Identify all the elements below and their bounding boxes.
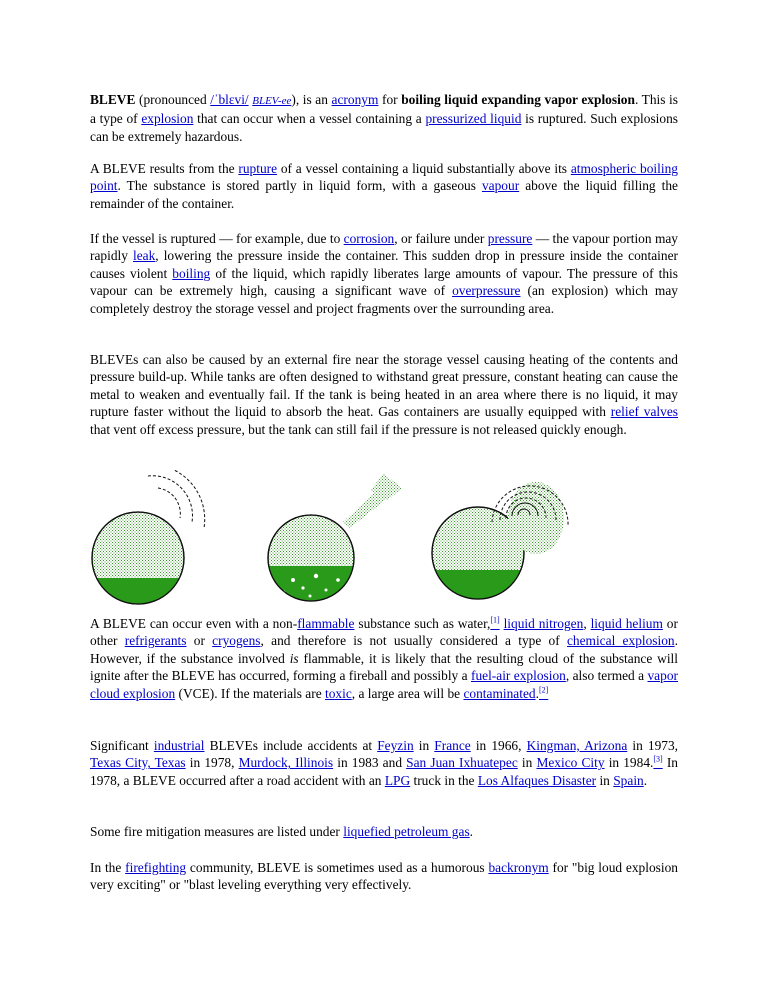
text: or other: [90, 616, 678, 649]
text: .: [643, 772, 648, 788]
link-mexico-city[interactable]: Mexico City: [536, 755, 605, 771]
link-backronym[interactable]: backronym: [488, 860, 549, 875]
text: (pronounced: [135, 92, 211, 107]
paragraph-nonflammable: [90, 615, 678, 702]
text: above the liquid filling the remainder of the container.: [90, 178, 678, 211]
text: substance such as water,: [354, 616, 491, 631]
text: flammable, it is likely that the resulting cloud of the substance will ignite after the BLEVE has occurred, forming a fireball and possibly a: [90, 650, 678, 684]
paragraph-external-fire: [90, 351, 678, 438]
text: of the liquid, which rapidly liberates large amounts of vapour. The pressure of this vapour can be extremely high, causing a significant wave of: [90, 265, 678, 299]
link-france[interactable]: France: [434, 738, 471, 753]
text: in 1966,: [470, 738, 527, 753]
ref-1-label: [1]: [490, 615, 500, 625]
vessel-exploding: [428, 482, 568, 615]
text: (VCE). If the materials are: [175, 685, 326, 701]
text: .: [535, 685, 539, 701]
bold-definition: boiling liquid expanding vapor explosion: [401, 92, 635, 107]
vessel-intact: [88, 470, 205, 615]
link-liquefied-petroleum-gas[interactable]: liquefied petroleum gas: [343, 824, 470, 839]
link-murdock-illinois[interactable]: Murdock, Illinois: [238, 755, 334, 771]
text: ,: [583, 616, 591, 631]
link-corrosion[interactable]: corrosion: [343, 231, 395, 246]
link-ipa[interactable]: /ˈblɛvi/: [210, 92, 249, 107]
link-pressurized-liquid[interactable]: pressurized liquid: [425, 111, 522, 127]
vessel-venting: [258, 474, 402, 615]
text: in 1984.: [604, 755, 654, 771]
link-pressure[interactable]: pressure: [487, 231, 533, 246]
link-respelling[interactable]: BLEV-ee: [252, 95, 292, 107]
link-firefighting[interactable]: firefighting: [125, 860, 187, 875]
text: truck in the: [410, 772, 478, 788]
ref-3[interactable]: [653, 755, 662, 770]
text: Some fire mitigation measures are listed under: [90, 824, 344, 839]
link-los-alfaques-disaster[interactable]: Los Alfaques Disaster: [477, 772, 597, 788]
link-lpg[interactable]: LPG: [384, 772, 411, 788]
link-relief-valves[interactable]: relief valves: [610, 404, 678, 420]
text: in 1973,: [627, 738, 679, 753]
paragraph-backronym: [90, 859, 678, 894]
text: — the vapour portion may rapidly: [90, 231, 678, 264]
text: A BLEVE results from the: [90, 161, 239, 176]
text: for "big loud explosion very exciting" or "blast leveling everything very effectively.: [90, 860, 678, 893]
text: .: [469, 824, 474, 839]
text: In the: [90, 860, 126, 875]
ref-3-label: [3]: [653, 754, 663, 764]
paragraph-cause: [90, 160, 678, 212]
text: , and therefore is not usually considered a type of: [260, 633, 567, 649]
text: . The substance is stored partly in liquid form, with a gaseous: [117, 178, 482, 194]
text: Significant: [90, 738, 154, 753]
link-overpressure[interactable]: overpressure: [452, 283, 521, 299]
text: , a large area will be: [351, 685, 464, 701]
text: , also termed a: [565, 668, 648, 684]
text: is ruptured. Such explosions can be extremely hazardous.: [90, 111, 678, 144]
link-fuel-air-explosion[interactable]: fuel-air explosion: [470, 668, 566, 684]
link-rupture[interactable]: rupture: [238, 161, 278, 176]
ref-2[interactable]: [539, 686, 548, 701]
link-vapour[interactable]: vapour: [481, 178, 520, 194]
text: for: [378, 92, 402, 107]
text: that can occur when a vessel containing a: [193, 111, 426, 127]
link-industrial[interactable]: industrial: [153, 738, 205, 753]
paragraph-rupture: [90, 230, 678, 317]
link-boiling[interactable]: boiling: [172, 265, 211, 281]
link-flammable[interactable]: flammable: [297, 616, 355, 631]
text: , or failure under: [394, 231, 488, 246]
text: BLEVEs can also be caused by an external fire near the storage vessel causing heating of the contents and pressure build-up. While tanks are often designed to withstand great pressure, constant heating can cause the metal to weaken and eventually fail. If the tank is being heated in an area where there is no liquid, it may rupture faster without the liquid to absorb the heat. Gas containers are usually equipped with: [90, 352, 678, 420]
text: that vent off excess pressure, but the tank can still fail if the pressure is not released quickly enough.: [90, 421, 627, 437]
link-acronym[interactable]: acronym: [331, 92, 379, 107]
link-san-juan-ixhuatepec[interactable]: San Juan Ixhuatepec: [406, 755, 518, 771]
link-vapor-cloud-explosion[interactable]: vapor cloud explosion: [90, 668, 678, 701]
paragraph-incidents: [90, 737, 678, 789]
link-kingman-arizona[interactable]: Kingman, Arizona: [526, 738, 628, 753]
text: community, BLEVE is sometimes used as a humorous: [186, 860, 489, 875]
text: (an explosion) which may completely destroy the storage vessel and project fragments over the surrounding area.: [90, 283, 678, 316]
text: or: [186, 633, 213, 649]
link-cryogens[interactable]: cryogens: [212, 633, 261, 649]
text: in 1978,: [185, 755, 239, 771]
text: , lowering the pressure inside the container. This sudden drop in pressure inside the container causes violent: [90, 248, 678, 281]
link-liquid-nitrogen[interactable]: liquid nitrogen: [503, 616, 584, 631]
link-leak[interactable]: leak: [132, 248, 156, 264]
link-liquid-helium[interactable]: liquid helium: [590, 616, 663, 631]
link-explosion[interactable]: explosion: [141, 111, 194, 127]
text: A BLEVE can occur even with a non-: [90, 616, 298, 631]
ref-1[interactable]: [490, 616, 499, 631]
link-spain[interactable]: Spain: [613, 772, 644, 788]
text: in: [596, 772, 614, 788]
link-toxic[interactable]: toxic: [325, 685, 352, 701]
text: . This is a type of: [90, 92, 678, 127]
link-chemical-explosion[interactable]: chemical explosion: [566, 633, 675, 649]
paragraph-mitigation: [90, 823, 678, 840]
emphasis-is: is: [289, 650, 299, 666]
text: . However, if the substance involved: [90, 633, 678, 666]
text: If the vessel is ruptured — for example, due to: [90, 231, 344, 246]
text: of a vessel containing a liquid substantially above its: [277, 161, 571, 176]
text: in: [517, 755, 537, 771]
text: ), is an: [291, 92, 332, 107]
text: in: [413, 738, 435, 753]
ref-2-label: [2]: [538, 685, 549, 695]
text: In 1978, a BLEVE occurred after a road accident with an: [90, 755, 678, 788]
link-contaminated[interactable]: contaminated: [463, 685, 536, 701]
bleve-diagram: [88, 470, 688, 615]
link-texas-city[interactable]: Texas City, Texas: [90, 755, 186, 771]
link-feyzin[interactable]: Feyzin: [377, 738, 414, 753]
paragraph-intro: [90, 91, 678, 145]
link-atmospheric-boiling-point[interactable]: atmospheric boiling point: [90, 161, 678, 194]
link-refrigerants[interactable]: refrigerants: [124, 633, 187, 649]
text: BLEVEs include accidents at: [204, 738, 378, 753]
text: in 1983 and: [333, 755, 407, 771]
term-bleve: BLEVE: [90, 92, 136, 107]
